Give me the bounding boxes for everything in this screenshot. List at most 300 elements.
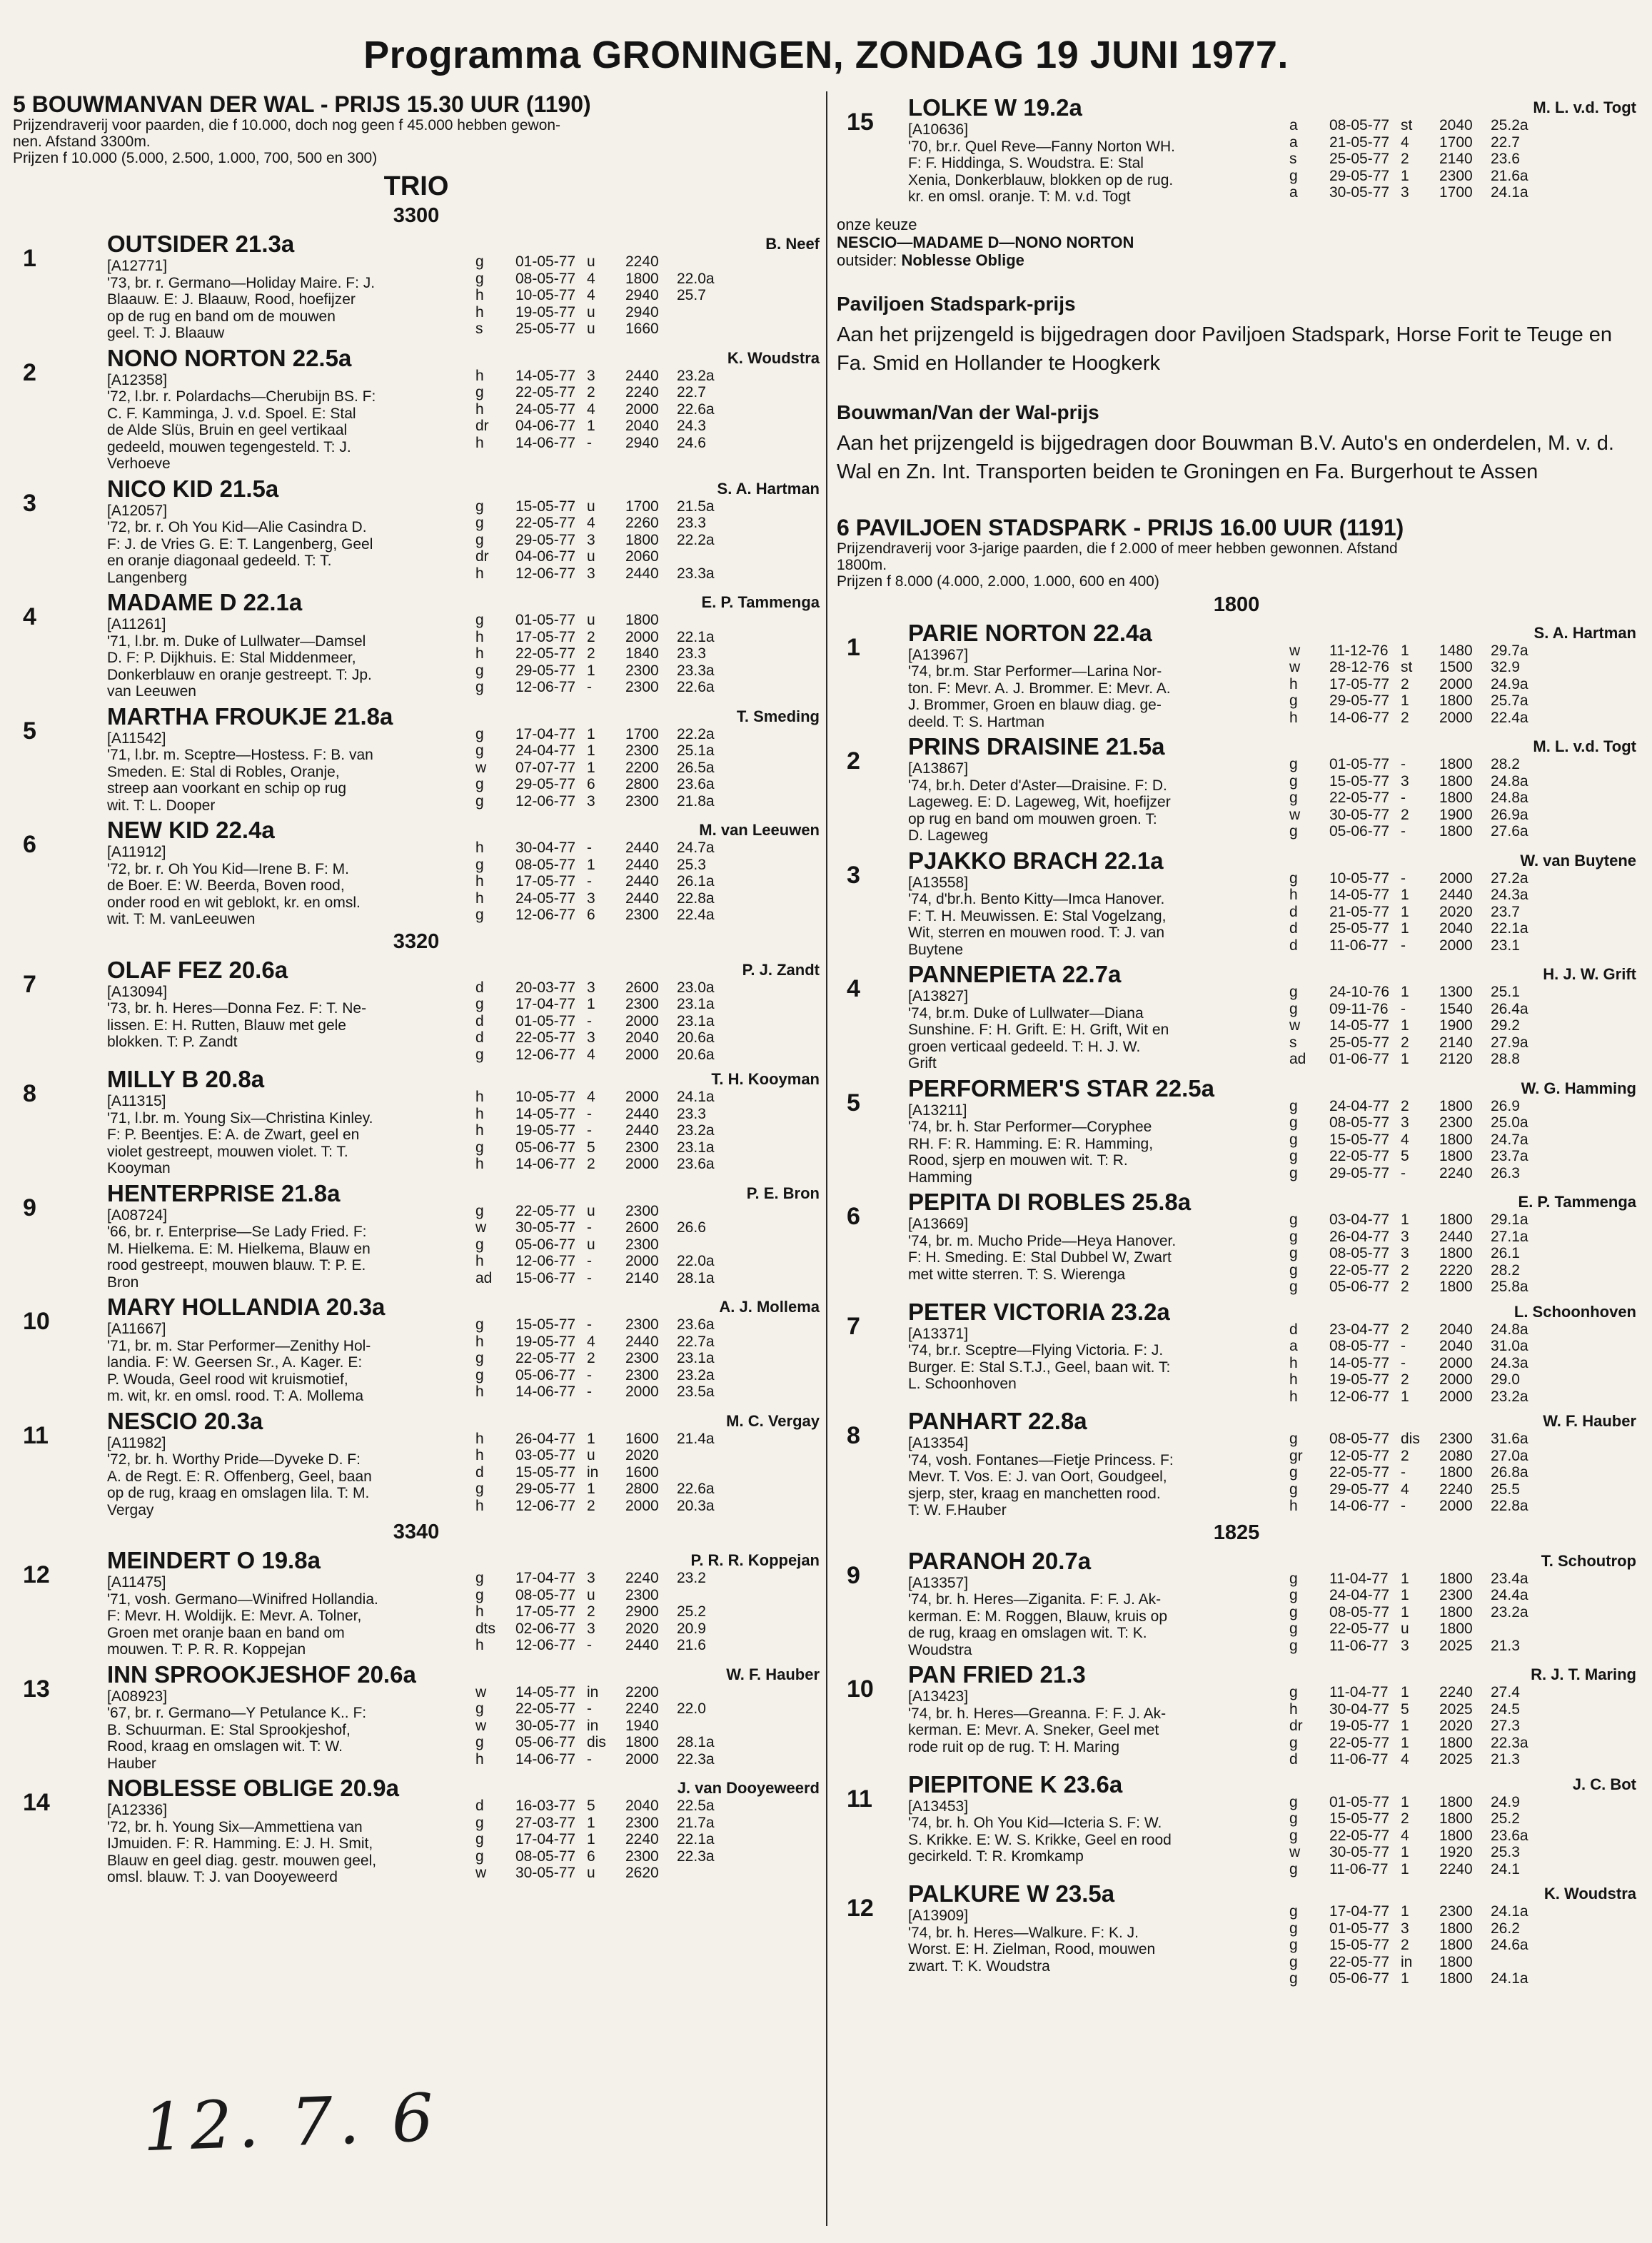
horse-name: MADAME D 22.1a <box>107 589 303 615</box>
run-placing: dis <box>587 1734 606 1750</box>
run-date: 12-06-77 <box>1329 1388 1390 1405</box>
run-placing: 6 <box>587 776 595 792</box>
run-placing: 3 <box>587 1620 595 1637</box>
run-row <box>1286 756 1636 773</box>
run-time: 22.2a <box>677 531 715 548</box>
run-date: 11-06-77 <box>1329 937 1389 954</box>
horse-id: [A11667] <box>107 1321 166 1337</box>
distance-heading: 3340 <box>393 1521 440 1543</box>
run-row <box>1286 1701 1636 1718</box>
run-row <box>1286 1165 1636 1182</box>
horse-description-line: '71, l.br. m. Young Six—Christina Kinley. <box>107 1109 373 1126</box>
horse-description-line: IJmuiden. F: R. Hamming. E: J. H. Smit, <box>107 1835 373 1852</box>
horse-entry <box>13 475 820 587</box>
run-track: h <box>475 1089 484 1105</box>
run-row <box>473 401 820 418</box>
run-track: gr <box>1289 1447 1303 1464</box>
run-distance: 2800 <box>625 1481 659 1497</box>
horse-description-line: gedeeld, mouwen tegengesteld. T: J. <box>107 438 351 455</box>
horse-description-line: '74, br. h. Oh You Kid—Icteria S. F: W. <box>908 1815 1162 1831</box>
run-time: 27.6a <box>1491 823 1528 840</box>
run-distance: 2440 <box>625 367 659 384</box>
run-row <box>1286 1794 1636 1811</box>
horse-description-line: L. Schoonhoven <box>908 1376 1017 1392</box>
run-date: 22-05-77 <box>515 645 576 662</box>
form-block <box>1286 1771 1636 1878</box>
recent-runs <box>473 1570 820 1654</box>
run-time: 29.7a <box>1491 642 1528 659</box>
run-distance: 2000 <box>1439 709 1473 726</box>
run-placing: - <box>587 1105 592 1122</box>
run-date: 29-05-77 <box>1329 1481 1390 1498</box>
run-distance: 2300 <box>625 792 659 810</box>
run-placing: 4 <box>1401 133 1409 151</box>
race-5-header: 5 BOUWMANVAN DER WAL - PRIJS 15.30 UUR (1190) <box>13 91 591 117</box>
run-date: 01-06-77 <box>1329 1051 1390 1067</box>
run-date: 08-05-77 <box>1329 1245 1390 1261</box>
driver-name: M. C. Vergay <box>726 1411 820 1430</box>
run-row <box>473 435 820 452</box>
run-date: 30-05-77 <box>515 1717 576 1734</box>
horse-description-line: '74, br. h. Heres—Walkure. F: K. J. <box>908 1924 1139 1941</box>
run-row <box>1286 1131 1636 1149</box>
horse-info <box>908 1075 1286 1186</box>
horse-entry <box>837 961 1636 1072</box>
run-date: 24-05-77 <box>515 889 576 907</box>
horse-info <box>107 475 473 587</box>
horse-id: [A12358] <box>107 371 168 388</box>
horse-description-line: A. de Regt. E: R. Offenberg, Geel, baan <box>107 1468 372 1485</box>
run-date: 05-06-77 <box>1329 823 1390 840</box>
form-block <box>1286 1299 1636 1406</box>
form-block <box>473 345 820 473</box>
run-row <box>1286 1587 1636 1604</box>
run-track: h <box>1289 1700 1298 1718</box>
run-time: 24.4a <box>1491 1587 1528 1603</box>
run-track: h <box>475 1637 484 1653</box>
run-track: g <box>475 1202 484 1219</box>
horse-description-line: Verhoeve <box>107 455 171 472</box>
form-block <box>1286 620 1636 731</box>
run-row <box>1286 1279 1636 1296</box>
run-track: g <box>475 1316 484 1333</box>
horse-info <box>908 94 1286 206</box>
driver-name: W. F. Hauber <box>1543 1412 1636 1430</box>
driver-name: T. Schoutrop <box>1541 1551 1636 1570</box>
run-track: g <box>475 1236 484 1253</box>
run-track: a <box>1289 133 1298 151</box>
run-date: 22-05-77 <box>1329 1620 1390 1637</box>
horse-info <box>107 703 473 815</box>
run-time: 32.9 <box>1491 659 1520 675</box>
run-date: 15-05-77 <box>1329 1937 1390 1953</box>
run-track: h <box>475 1156 484 1172</box>
run-distance: 2020 <box>625 1620 659 1637</box>
run-date: 01-05-77 <box>1329 756 1390 772</box>
form-block <box>473 475 820 587</box>
run-row <box>1286 184 1636 201</box>
run-track: h <box>475 1447 484 1463</box>
entry-number: 6 <box>847 1203 860 1230</box>
run-time: 24.8a <box>1491 772 1528 790</box>
run-distance: 2000 <box>625 1089 659 1105</box>
run-track: g <box>475 662 484 679</box>
horse-description-line: F: H. Smeding. E: Stal Dubbel W, Zwart <box>908 1249 1172 1266</box>
horse-id: [A13211] <box>908 1102 967 1119</box>
run-track: h <box>1289 675 1298 692</box>
run-placing: - <box>587 1700 592 1717</box>
run-distance: 1700 <box>1439 184 1473 201</box>
recent-runs <box>473 1203 820 1287</box>
run-track: dts <box>475 1620 496 1637</box>
run-row <box>473 1848 820 1865</box>
run-distance: 1800 <box>1439 1603 1473 1620</box>
horse-info <box>107 1294 473 1405</box>
run-placing: 1 <box>1401 984 1409 1000</box>
run-time: 25.3 <box>677 856 706 873</box>
horse-description-line: Smeden. E: Stal di Robles, Oranje, <box>107 763 340 780</box>
run-track: w <box>475 1683 487 1700</box>
run-date: 04-06-77 <box>515 548 576 565</box>
run-distance: 2000 <box>1439 1354 1473 1371</box>
run-time: 22.1a <box>1491 920 1528 937</box>
horse-entry <box>837 1771 1636 1878</box>
horse-entry <box>13 957 820 1064</box>
run-date: 08-05-77 <box>1329 1338 1390 1354</box>
run-time: 23.3 <box>677 515 706 531</box>
run-date: 14-05-77 <box>515 367 576 384</box>
run-time: 27.2a <box>1491 870 1528 887</box>
run-track: g <box>475 907 484 923</box>
run-track: g <box>1289 1860 1298 1877</box>
run-date: 05-06-77 <box>515 1236 576 1253</box>
run-time <box>677 1236 820 1254</box>
run-track: g <box>1289 1970 1298 1987</box>
entry-number: 7 <box>847 1312 860 1340</box>
run-time: 26.6 <box>677 1219 706 1236</box>
run-date: 22-05-77 <box>515 515 576 531</box>
horse-description-line: '74, br. h. Heres—Ziganita. F: F. J. Ak- <box>908 1591 1162 1608</box>
entry-number: 6 <box>23 831 36 858</box>
run-date: 14-06-77 <box>515 1750 576 1768</box>
run-date: 26-04-77 <box>1329 1228 1390 1245</box>
run-date: 19-05-77 <box>1329 1371 1390 1388</box>
run-distance: 2000 <box>625 400 659 418</box>
run-date: 12-06-77 <box>515 792 576 810</box>
run-track: w <box>1289 1017 1301 1034</box>
run-placing: - <box>1401 1354 1406 1371</box>
run-distance: 2060 <box>625 548 659 565</box>
run-distance: 2440 <box>625 565 659 582</box>
horse-description-line: '67, br. r. Germano—Y Petulance K.. F: <box>107 1705 367 1721</box>
recent-runs <box>473 1431 820 1515</box>
run-placing: - <box>1401 823 1406 840</box>
run-distance: 2300 <box>625 742 659 759</box>
run-track: w <box>475 1865 487 1881</box>
run-placing: u <box>587 1586 595 1603</box>
run-date: 14-05-77 <box>1329 887 1390 903</box>
horse-description-line: Hamming <box>908 1169 972 1186</box>
run-placing: 3 <box>587 889 595 907</box>
run-distance: 2300 <box>625 662 659 679</box>
run-placing: in <box>587 1683 599 1700</box>
run-placing: u <box>587 548 595 565</box>
run-placing: - <box>587 1366 592 1383</box>
horse-name: OUTSIDER 21.3a <box>107 231 295 257</box>
run-distance: 1940 <box>625 1717 659 1734</box>
run-track: d <box>475 1012 484 1029</box>
run-row <box>473 979 820 997</box>
run-track: g <box>1289 1953 1298 1970</box>
entry-number: 12 <box>847 1895 874 1922</box>
run-track: h <box>475 1750 484 1768</box>
run-distance: 1840 <box>625 645 659 662</box>
run-track: g <box>1289 1827 1298 1844</box>
run-time <box>677 1464 820 1481</box>
run-time: 28.1a <box>677 1734 715 1750</box>
run-date: 08-05-77 <box>515 1586 576 1603</box>
run-distance: 2440 <box>625 889 659 907</box>
horse-description-line: sjerp, ster, kraag en manchetten rood. <box>908 1485 1161 1502</box>
run-time: 31.6a <box>1491 1431 1528 1447</box>
run-track: g <box>475 856 484 873</box>
run-time: 26.5a <box>677 759 715 776</box>
run-placing: 3 <box>587 792 595 810</box>
recent-runs <box>1286 1321 1636 1406</box>
run-placing: 1 <box>1401 1844 1409 1860</box>
run-row <box>473 873 820 890</box>
run-placing: 1 <box>587 996 595 1012</box>
horse-description-line: C. F. Kamminga, J. v.d. Spoel. E: Stal <box>107 405 356 422</box>
horse-id: [A10636] <box>908 121 969 138</box>
run-time: 23.3a <box>677 662 715 679</box>
run-row <box>1286 168 1636 185</box>
horse-entry <box>13 1408 820 1519</box>
run-row <box>473 1106 820 1123</box>
form-block <box>473 957 820 1064</box>
run-date: 11-04-77 <box>1329 1570 1389 1587</box>
run-distance: 2000 <box>625 1012 659 1029</box>
run-row <box>473 890 820 907</box>
driver-name: H. J. W. Grift <box>1543 965 1636 983</box>
entry-number: 3 <box>847 861 860 889</box>
run-distance: 2300 <box>625 1202 659 1219</box>
run-distance: 2000 <box>625 1497 659 1514</box>
run-row <box>473 996 820 1013</box>
horse-description-line: gecirkeld. T: R. Kromkamp <box>908 1848 1084 1865</box>
run-placing: 6 <box>587 907 595 923</box>
run-time <box>677 253 820 271</box>
run-track: h <box>475 1122 484 1139</box>
run-row <box>1286 1448 1636 1465</box>
horse-info <box>107 1180 473 1291</box>
run-distance: 1500 <box>1439 659 1473 675</box>
horse-description-line: '74, br.m. Duke of Lullwater—Diana <box>908 1004 1144 1022</box>
run-time: 22.0a <box>677 1253 715 1269</box>
run-distance: 2240 <box>1439 1481 1473 1498</box>
run-placing: 2 <box>587 628 595 645</box>
run-time: 24.3a <box>1491 1354 1528 1371</box>
horse-description-line: '73, br. r. Germano—Holiday Maire. F: J. <box>107 274 376 291</box>
horse-info <box>908 1661 1286 1768</box>
horse-entry <box>13 231 820 342</box>
run-track: g <box>475 1570 484 1586</box>
run-placing: u <box>587 498 595 515</box>
horse-info <box>107 1775 473 1886</box>
horse-description-line: Groen met oranje baan en band om <box>107 1624 345 1641</box>
horse-description-line: violet gestreept, mouwen violet. T: T. <box>107 1143 348 1160</box>
run-date: 30-05-77 <box>515 1219 576 1236</box>
horse-description-line: rood gestreept, mouwen blauw. T: P. E. <box>107 1257 366 1274</box>
entry-number: 10 <box>847 1675 874 1703</box>
run-time: 24.9a <box>1491 675 1528 692</box>
run-time <box>677 1684 820 1701</box>
run-track: d <box>475 979 484 996</box>
horse-description-line: en oranje diagonaal gedeeld. T: T. <box>107 553 332 569</box>
run-date: 22-05-77 <box>515 384 576 400</box>
run-date: 14-05-77 <box>515 1105 576 1122</box>
run-distance: 2900 <box>625 1603 659 1620</box>
run-track: d <box>475 1798 484 1814</box>
condition-line: nen. Afstand 3300m. <box>13 133 151 150</box>
run-date: 11-04-77 <box>1329 1684 1389 1700</box>
run-track: h <box>475 434 484 451</box>
run-distance: 2000 <box>1439 1388 1473 1405</box>
run-placing: 1 <box>1401 1051 1409 1067</box>
run-time: 23.2a <box>1491 1388 1528 1405</box>
horse-description-line: lissen. E: H. Rutten, Blauw met gele <box>107 1017 346 1034</box>
horse-id: [A13669] <box>908 1216 969 1232</box>
race-6-conditions <box>837 540 1636 590</box>
run-time: 23.1 <box>1491 937 1520 954</box>
run-track: g <box>475 1831 484 1848</box>
horse-description-line: Xenia, Donkerblauw, blokken op de rug. <box>908 171 1174 188</box>
horse-info <box>107 1066 473 1177</box>
entry-number: 3 <box>23 489 36 517</box>
run-placing: 2 <box>587 384 595 400</box>
run-date: 05-06-77 <box>515 1366 576 1383</box>
horse-id: [A11261] <box>107 616 166 632</box>
run-distance: 1800 <box>1439 1570 1473 1587</box>
form-block <box>473 1180 820 1291</box>
run-track: g <box>1289 1587 1298 1603</box>
run-date: 02-06-77 <box>515 1620 576 1637</box>
run-distance: 1800 <box>625 531 659 548</box>
run-time <box>677 1587 820 1604</box>
run-date: 05-06-77 <box>515 1734 576 1750</box>
run-placing: 4 <box>587 400 595 418</box>
horse-info <box>908 1408 1286 1519</box>
run-distance: 2140 <box>1439 151 1473 167</box>
run-time: 25.8a <box>1491 1279 1528 1295</box>
run-placing: u <box>1401 1620 1409 1637</box>
run-track: dr <box>475 418 489 434</box>
run-time: 24.8a <box>1491 790 1528 806</box>
run-time: 26.1 <box>1491 1245 1520 1261</box>
run-track: g <box>475 996 484 1012</box>
run-track: dr <box>475 548 489 565</box>
run-placing: 2 <box>587 645 595 662</box>
run-distance: 1600 <box>625 1430 659 1447</box>
horse-entry <box>837 94 1636 206</box>
entry-number: 9 <box>23 1194 36 1221</box>
run-row <box>473 368 820 385</box>
entry-number: 4 <box>847 975 860 1002</box>
run-placing: 3 <box>587 367 595 384</box>
run-date: 24-10-76 <box>1329 984 1390 1000</box>
driver-name: R. J. T. Maring <box>1531 1665 1636 1683</box>
horse-description-line: Rood, sjerp en mouwen wit. T: R. <box>908 1152 1128 1169</box>
run-row <box>473 515 820 532</box>
run-date: 25-05-77 <box>1329 920 1390 937</box>
run-placing: 2 <box>1401 806 1409 823</box>
run-distance: 1800 <box>1439 1970 1473 1987</box>
run-row <box>473 1751 820 1768</box>
run-time: 27.1a <box>1491 1228 1528 1245</box>
horse-description-line: Buytene <box>908 941 964 958</box>
horse-name: OLAF FEZ 20.6a <box>107 956 288 983</box>
run-placing: 1 <box>1401 903 1409 920</box>
run-date: 17-04-77 <box>515 725 576 742</box>
horse-name: PRINS DRAISINE 21.5a <box>908 733 1165 760</box>
horse-info <box>107 231 473 342</box>
run-time: 21.5a <box>677 498 715 515</box>
horse-description-line: '71, l.br. m. Sceptre—Hostess. F: B. van <box>107 747 373 763</box>
form-block <box>1286 1880 1636 1987</box>
driver-name: P. J. Zandt <box>742 960 820 979</box>
run-track: g <box>1289 1131 1298 1148</box>
run-time: 24.7a <box>1491 1131 1528 1148</box>
run-row <box>473 1367 820 1384</box>
sponsor-text: Aan het prijzengeld is bijgedragen door Paviljoen Stadspark, Horse Forit te Teuge en Fa. Smid en Hollander te Hoogkerk <box>837 323 1613 375</box>
run-row <box>1286 659 1636 676</box>
run-row <box>1286 117 1636 134</box>
run-track: g <box>1289 1097 1298 1114</box>
run-date: 08-05-77 <box>1329 117 1390 133</box>
recent-runs <box>473 253 820 338</box>
run-date: 11-06-77 <box>1329 1637 1389 1654</box>
run-row <box>473 565 820 583</box>
run-placing: - <box>587 1637 592 1653</box>
run-track: h <box>475 1430 484 1447</box>
run-distance: 2025 <box>1439 1700 1473 1718</box>
run-date: 12-06-77 <box>515 679 576 695</box>
run-row <box>473 271 820 288</box>
run-placing: 2 <box>587 1603 595 1620</box>
horse-id: [A13867] <box>908 760 969 777</box>
run-row <box>473 1122 820 1139</box>
run-time: 31.0a <box>1491 1338 1528 1354</box>
horse-info <box>107 1661 473 1773</box>
run-time <box>677 304 820 321</box>
run-track: h <box>475 645 484 662</box>
handwritten-note: 12. 7. 6 <box>141 2079 440 2167</box>
run-time: 23.0a <box>677 979 715 996</box>
recent-runs <box>473 1798 820 1882</box>
run-time: 21.7a <box>677 1814 715 1831</box>
run-distance: 1900 <box>1439 1017 1473 1034</box>
horse-description-line: Donkerblauw en oranje gestreept. T: Jp. <box>107 666 372 683</box>
run-time: 25.5 <box>1491 1481 1520 1498</box>
run-placing: 3 <box>1401 1920 1409 1937</box>
run-date: 05-06-77 <box>515 1139 576 1156</box>
distance-heading: 1800 <box>1213 593 1260 616</box>
horse-description-line: '74, br. h. Star Performer—Coryphee <box>908 1119 1152 1135</box>
run-distance: 1800 <box>1439 1827 1473 1844</box>
run-time: 26.9a <box>1491 806 1528 823</box>
distance-heading: 3320 <box>393 929 440 953</box>
run-row <box>1286 1604 1636 1621</box>
